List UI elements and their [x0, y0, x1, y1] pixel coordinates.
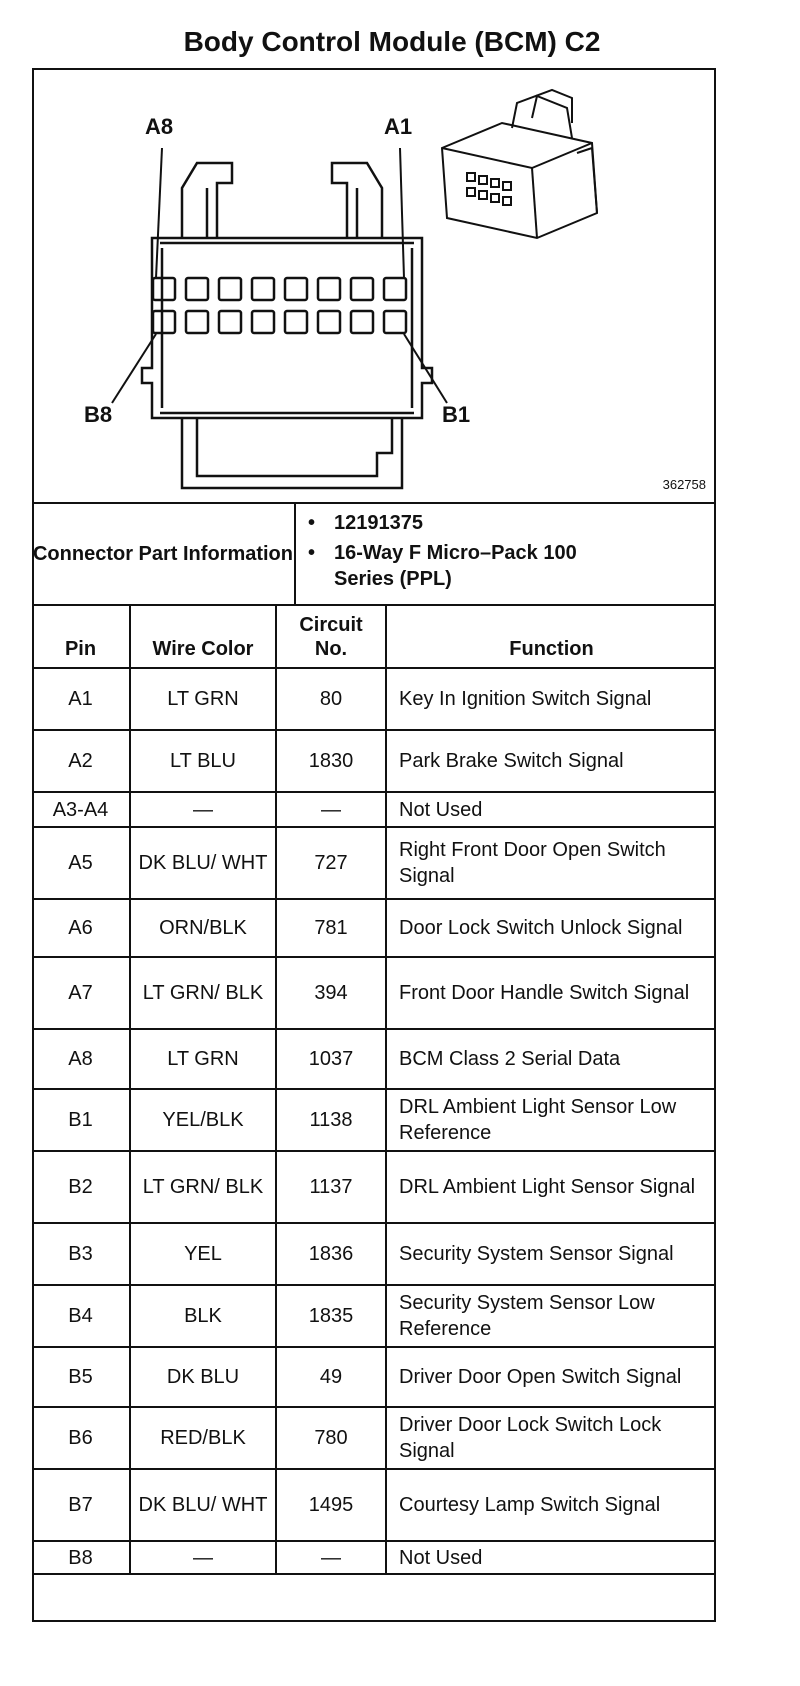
circuit-cell: 1138 [276, 1089, 386, 1151]
wire-color-cell: YEL/BLK [130, 1089, 276, 1151]
function-cell: BCM Class 2 Serial Data [386, 1029, 716, 1089]
connector-isometric [442, 90, 597, 238]
table-row [32, 1541, 716, 1574]
connector-info-label: Connector Part Information [32, 504, 296, 604]
pin-cell: A2 [32, 730, 130, 792]
header-circuit-no: Circuit No. [276, 606, 386, 668]
function-cell: Key In Ignition Switch Signal [386, 668, 716, 730]
circuit-cell: — [276, 792, 386, 827]
function-cell: Not Used [386, 792, 716, 827]
function-cell: Not Used [386, 1541, 716, 1574]
pin-cell: A6 [32, 899, 130, 957]
circuit-cell: 1835 [276, 1285, 386, 1347]
table-row [32, 1407, 716, 1469]
table-row [32, 1223, 716, 1285]
connector-info-list [308, 510, 624, 592]
header-function: Function [386, 606, 716, 668]
pin-cell: A7 [32, 957, 130, 1029]
pin-cell: B8 [32, 1541, 130, 1574]
wire-color-cell: — [130, 1541, 276, 1574]
pin-cell: B5 [32, 1347, 130, 1407]
function-cell: Courtesy Lamp Switch Signal [386, 1469, 716, 1541]
circuit-cell: 1836 [276, 1223, 386, 1285]
circuit-cell: 80 [276, 668, 386, 730]
function-cell: Driver Door Lock Switch Lock Signal [386, 1407, 716, 1469]
table-row [32, 668, 716, 730]
table-row [32, 1347, 716, 1407]
table-row [32, 792, 716, 827]
figure-number: 362758 [662, 477, 706, 492]
function-cell: Driver Door Open Switch Signal [386, 1347, 716, 1407]
wire-color-cell: YEL [130, 1223, 276, 1285]
function-cell: Park Brake Switch Signal [386, 730, 716, 792]
wire-color-cell: RED/BLK [130, 1407, 276, 1469]
function-cell: DRL Ambient Light Sensor Signal [386, 1151, 716, 1223]
function-cell: DRL Ambient Light Sensor Low Reference [386, 1089, 716, 1151]
circuit-cell: 1495 [276, 1469, 386, 1541]
pin-cell: B3 [32, 1223, 130, 1285]
table-row [32, 827, 716, 899]
function-cell: Security System Sensor Low Reference [386, 1285, 716, 1347]
connector-info-item: • 16-Way F Micro–Pack 100 Series (PPL) [308, 542, 577, 590]
pin-cell: A1 [32, 668, 130, 730]
table-row [32, 957, 716, 1029]
connector-part-info [32, 504, 716, 606]
function-cell: Security System Sensor Signal [386, 1223, 716, 1285]
circuit-cell: 1830 [276, 730, 386, 792]
pin-cell: B2 [32, 1151, 130, 1223]
table-row [32, 899, 716, 957]
table-row [32, 730, 716, 792]
table-row [32, 1151, 716, 1223]
wire-color-cell: LT GRN [130, 668, 276, 730]
circuit-cell: 780 [276, 1407, 386, 1469]
wire-color-cell: LT GRN/ BLK [130, 1151, 276, 1223]
wire-color-cell: DK BLU/ WHT [130, 1469, 276, 1541]
connector-face-drawing [32, 68, 716, 504]
header-wire-color: Wire Color [130, 606, 276, 668]
pin-cell: A8 [32, 1029, 130, 1089]
pin-cell: B7 [32, 1469, 130, 1541]
table-row [32, 1029, 716, 1089]
pin-cell: B4 [32, 1285, 130, 1347]
circuit-cell: 1137 [276, 1151, 386, 1223]
terminal-cavities [153, 278, 406, 333]
circuit-cell: — [276, 1541, 386, 1574]
wire-color-cell: ORN/BLK [130, 899, 276, 957]
circuit-cell: 781 [276, 899, 386, 957]
circuit-cell: 1037 [276, 1029, 386, 1089]
circuit-cell: 727 [276, 827, 386, 899]
pin-label-a8: A8 [145, 114, 174, 139]
wire-color-cell: BLK [130, 1285, 276, 1347]
pin-cell: A5 [32, 827, 130, 899]
wire-color-cell: DK BLU/ WHT [130, 827, 276, 899]
pin-label-b8: B8 [84, 402, 113, 427]
pin-label-b1: B1 [442, 402, 471, 427]
table-row [32, 1469, 716, 1541]
pin-table [32, 606, 716, 1575]
circuit-cell: 49 [276, 1347, 386, 1407]
function-cell: Right Front Door Open Switch Signal [386, 827, 716, 899]
wire-color-cell: LT BLU [130, 730, 276, 792]
table-row [32, 1285, 716, 1347]
circuit-cell: 394 [276, 957, 386, 1029]
pin-table-body [32, 668, 716, 1574]
wire-color-cell: LT GRN [130, 1029, 276, 1089]
connector-info-item: • 12191375 [308, 512, 423, 534]
wire-color-cell: DK BLU [130, 1347, 276, 1407]
function-cell: Front Door Handle Switch Signal [386, 957, 716, 1029]
header-pin: Pin [32, 606, 130, 668]
pin-cell: A3-A4 [32, 792, 130, 827]
connector-diagram [32, 68, 716, 504]
function-cell: Door Lock Switch Unlock Signal [386, 899, 716, 957]
pin-cell: B1 [32, 1089, 130, 1151]
wire-color-cell: LT GRN/ BLK [130, 957, 276, 1029]
wire-color-cell: — [130, 792, 276, 827]
page-title: Body Control Module (BCM) C2 [183, 26, 601, 57]
pin-cell: B6 [32, 1407, 130, 1469]
pin-label-a1: A1 [384, 114, 413, 139]
table-row [32, 1089, 716, 1151]
